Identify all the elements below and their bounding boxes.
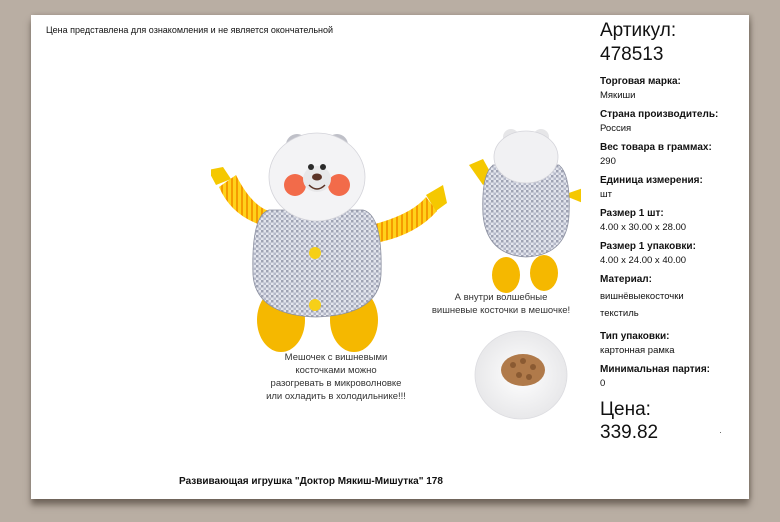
dot-mark: · [719, 427, 722, 437]
field-label: Тип упаковки: [600, 331, 670, 342]
field-item-size [600, 208, 686, 233]
field-value: 4.00 x 24.00 x 40.00 [600, 255, 687, 266]
field-unit [600, 175, 703, 200]
price-disclaimer: Цена представлена для ознакомления и не является окончательной [46, 25, 334, 35]
field-value: 290 [600, 156, 616, 167]
field-brand [600, 76, 681, 101]
field-value-2: текстиль [600, 308, 639, 319]
article-value: 478513 [600, 44, 664, 65]
field-label: Размер 1 упаковки: [600, 241, 696, 252]
field-value: картонная рамка [600, 345, 675, 356]
field-label: Размер 1 шт: [600, 208, 664, 219]
toy-back-view [469, 129, 581, 293]
field-label: Вес товара в граммах: [600, 142, 712, 153]
caption-left-line: или охладить в холодильнике!!! [266, 391, 406, 402]
product-sheet [31, 15, 749, 499]
caption-left-line: Мешочек с вишневыми [284, 352, 388, 363]
field-value: Мякиши [600, 90, 636, 101]
caption-left-line: косточками можно [295, 365, 377, 376]
caption-right-line: А внутри волшебные [454, 292, 548, 303]
field-weight [600, 142, 712, 167]
field-label: Минимальная партия: [600, 364, 710, 375]
field-value: шт [600, 189, 612, 200]
toy-front-view [211, 133, 447, 352]
price-label: Цена: [600, 399, 651, 420]
field-value: 0 [600, 378, 606, 389]
caption-left-line: разогревать в микроволновке [270, 378, 402, 389]
article-label: Артикул: [600, 20, 677, 41]
field-package-size [600, 241, 696, 266]
price-value: 339.82 [600, 422, 659, 443]
caption-left [251, 351, 421, 403]
field-label: Торговая марка: [600, 76, 681, 87]
field-material [600, 274, 684, 319]
field-value: Россия [600, 123, 632, 134]
cherry-pits-bowl [475, 331, 567, 419]
field-min-batch [600, 364, 710, 389]
field-package-type [600, 331, 675, 356]
field-value: вишнёвыекосточки [600, 291, 684, 302]
caption-right [416, 291, 586, 317]
field-label: Страна производитель: [600, 109, 719, 120]
field-value: 4.00 x 30.00 x 28.00 [600, 222, 687, 233]
field-country [600, 109, 718, 134]
caption-right-line: вишневые косточки в мешочке! [431, 305, 571, 316]
product-name: Развивающая игрушка "Доктор Мякиш-Мишутка" 178 [179, 476, 443, 487]
field-label: Материал: [600, 274, 652, 285]
field-label: Единица измерения: [600, 175, 703, 186]
